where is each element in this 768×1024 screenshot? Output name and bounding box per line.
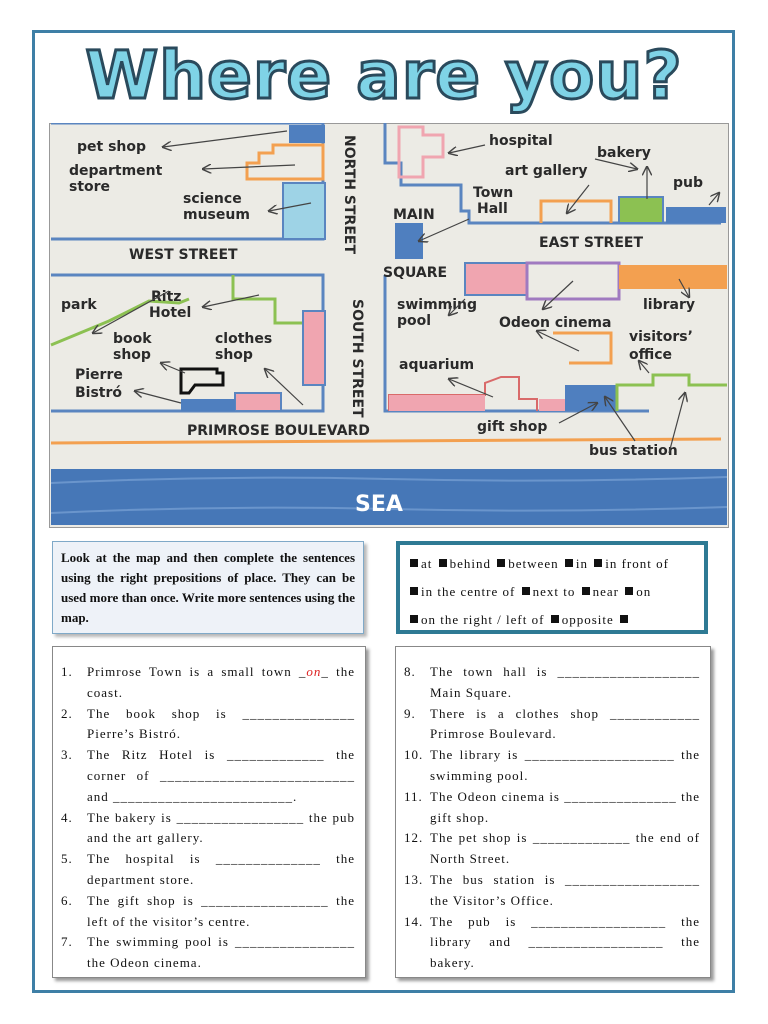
question-number: 5. bbox=[61, 851, 73, 867]
bullet-square-icon bbox=[522, 587, 530, 595]
swimming-pool-building bbox=[465, 263, 527, 295]
question-text: The swimming pool is ________________ the Odeon cinema. bbox=[87, 934, 355, 971]
label-south-street: SOUTH STREET bbox=[349, 299, 365, 418]
questions-right-box bbox=[395, 646, 711, 978]
question-number: 10. bbox=[404, 747, 424, 763]
question-number: 7. bbox=[61, 934, 73, 950]
question-text: There is a clothes shop ____________ Primrose Boulevard. bbox=[430, 705, 700, 742]
question-text: The town hall is ___________________ Main Square. bbox=[430, 664, 700, 700]
label-hospital: hospital bbox=[489, 133, 553, 149]
label-shop-clothes: shop bbox=[215, 347, 253, 363]
question-text: The gift shop is _________________ the left of the visitor’s centre. bbox=[87, 892, 355, 929]
question-text: The pub is __________________ the library and __________________ the bakery. bbox=[430, 913, 700, 971]
question-text: The hospital is ______________ the department store. bbox=[87, 851, 355, 887]
question-item bbox=[404, 828, 700, 870]
label-swimming: swimming bbox=[397, 297, 478, 313]
label-library: library bbox=[643, 297, 696, 313]
word-bank-item bbox=[623, 584, 651, 599]
question-number: 2. bbox=[61, 705, 73, 721]
question-text: The bus station is __________________ the Visitor’s Office. bbox=[430, 871, 700, 908]
question-number: 12. bbox=[404, 830, 424, 846]
question-number: 1. bbox=[61, 664, 73, 679]
word-bank-text: in the centre of bbox=[421, 584, 516, 599]
gift-shop-building bbox=[565, 385, 617, 411]
question-number: 9. bbox=[404, 705, 416, 721]
word-bank-text: in front of bbox=[605, 556, 669, 571]
question-item bbox=[61, 891, 355, 933]
label-park: park bbox=[61, 297, 97, 313]
label-town: Town bbox=[473, 185, 514, 201]
label-store: store bbox=[69, 179, 111, 195]
book-shop-building bbox=[235, 393, 281, 411]
label-bistro: Bistró bbox=[75, 385, 123, 401]
question-item bbox=[61, 932, 355, 974]
question-item bbox=[404, 870, 700, 912]
bakery-building bbox=[619, 197, 663, 223]
label-bus-station: bus station bbox=[589, 443, 678, 459]
question-number: 3. bbox=[61, 747, 73, 763]
questions-right-list bbox=[396, 647, 710, 974]
label-gift-shop: gift shop bbox=[477, 419, 548, 435]
question-number: 11. bbox=[404, 788, 423, 804]
label-hall: Hall bbox=[477, 201, 508, 217]
label-office: office bbox=[629, 347, 673, 363]
label-department: department bbox=[69, 163, 163, 179]
bullet-square-icon bbox=[625, 587, 633, 595]
question-text-end: _ the coast. bbox=[87, 664, 356, 700]
word-bank-item bbox=[580, 584, 619, 599]
bullet-square-icon bbox=[565, 559, 573, 567]
word-bank-text: behind bbox=[449, 556, 492, 571]
word-bank-text: between bbox=[508, 556, 559, 571]
label-north-street: NORTH STREET bbox=[341, 135, 357, 254]
question-item bbox=[61, 745, 355, 807]
label-pool: pool bbox=[397, 313, 432, 329]
label-shop-book: shop bbox=[113, 347, 151, 363]
library-building bbox=[619, 265, 727, 289]
map-background bbox=[49, 123, 729, 528]
question-item bbox=[61, 662, 355, 704]
question-text: The bakery is _________________ the pub and the art gallery. bbox=[87, 809, 355, 846]
word-bank-item bbox=[563, 556, 588, 571]
small-shop bbox=[539, 399, 565, 411]
label-art-gallery: art gallery bbox=[505, 163, 588, 179]
word-bank-text: opposite bbox=[561, 612, 614, 627]
label-science: science bbox=[183, 191, 242, 207]
bullet-square-icon bbox=[551, 615, 559, 623]
question-item bbox=[61, 808, 355, 850]
question-text: Primrose Town is a small town _ bbox=[87, 664, 307, 679]
question-text: The library is ____________________ the swimming pool. bbox=[430, 747, 700, 783]
label-aquarium: aquarium bbox=[399, 357, 475, 373]
label-pet-shop: pet shop bbox=[77, 139, 147, 155]
question-number: 13. bbox=[404, 871, 424, 887]
word-bank-text: on bbox=[636, 584, 652, 599]
pub-building bbox=[666, 207, 726, 223]
label-east-street: EAST STREET bbox=[539, 235, 643, 251]
word-bank-item bbox=[495, 556, 558, 571]
label-sea: SEA bbox=[355, 492, 403, 517]
aquarium-fill bbox=[389, 395, 485, 411]
bullet-square-icon bbox=[410, 559, 418, 567]
label-west-street: WEST STREET bbox=[129, 247, 238, 263]
questions-left-list bbox=[53, 647, 365, 974]
bookshop-annex bbox=[181, 399, 235, 411]
label-museum: museum bbox=[183, 207, 250, 223]
label-hotel: Hotel bbox=[149, 305, 192, 321]
question-item bbox=[404, 745, 700, 787]
question-item bbox=[61, 849, 355, 891]
question-number: 4. bbox=[61, 809, 73, 825]
example-answer: on bbox=[306, 664, 322, 679]
page-title: Where are you? bbox=[85, 37, 683, 114]
questions-left-box bbox=[52, 646, 366, 978]
question-number: 6. bbox=[61, 892, 73, 908]
town-map bbox=[49, 123, 729, 528]
question-item bbox=[404, 912, 700, 974]
word-bank-text: in bbox=[575, 556, 588, 571]
word-bank-text: next to bbox=[532, 584, 576, 599]
bullet-square-icon bbox=[582, 587, 590, 595]
question-text: The pet shop is _____________ the end of North Street. bbox=[430, 830, 700, 867]
question-item bbox=[404, 704, 700, 746]
bullet-square-icon bbox=[620, 615, 628, 623]
label-visitors: visitors’ bbox=[629, 329, 693, 345]
question-text: The book shop is _______________ Pierre’s Bistró. bbox=[87, 705, 355, 742]
word-bank-text: at bbox=[421, 556, 433, 571]
word-bank-item bbox=[408, 612, 544, 627]
question-item bbox=[404, 787, 700, 829]
question-number: 8. bbox=[404, 664, 416, 679]
clothes-shop-building bbox=[303, 311, 325, 385]
word-bank-item bbox=[408, 556, 432, 571]
label-book: book bbox=[113, 331, 152, 347]
label-ritz: Ritz bbox=[151, 289, 182, 305]
bullet-square-icon bbox=[439, 559, 447, 567]
label-bakery: bakery bbox=[597, 145, 651, 161]
label-primrose-boulevard: PRIMROSE BOULEVARD bbox=[187, 423, 370, 439]
word-bank-item bbox=[549, 612, 614, 627]
label-pub: pub bbox=[673, 175, 704, 191]
pet-shop-building bbox=[289, 125, 325, 143]
label-clothes: clothes bbox=[215, 331, 273, 347]
question-item bbox=[61, 704, 355, 746]
question-item bbox=[404, 662, 700, 704]
bullet-square-icon bbox=[410, 615, 418, 623]
instructions-box: Look at the map and then complete the sentences using the right prepositions of place. They can be used more than once. Write more sentences using the map. bbox=[52, 541, 364, 634]
question-text: The Ritz Hotel is _____________ the corner of __________________________ and ________________________. bbox=[87, 747, 355, 804]
word-bank-item bbox=[520, 584, 576, 599]
word-bank-item bbox=[592, 556, 669, 571]
question-number: 14. bbox=[404, 913, 424, 929]
label-pierre: Pierre bbox=[75, 367, 123, 383]
word-bank-text: near bbox=[592, 584, 619, 599]
question-text: The Odeon cinema is _______________ the gift shop. bbox=[430, 788, 700, 825]
word-bank-text: on the right / left of bbox=[421, 612, 545, 627]
word-bank-item bbox=[408, 584, 515, 599]
science-museum-building bbox=[283, 183, 325, 239]
word-bank-item bbox=[437, 556, 491, 571]
bullet-square-icon bbox=[410, 587, 418, 595]
label-square: SQUARE bbox=[383, 265, 448, 281]
bullet-square-icon bbox=[594, 559, 602, 567]
word-bank bbox=[396, 541, 708, 634]
town-hall-building bbox=[395, 223, 423, 259]
label-main: MAIN bbox=[393, 207, 435, 223]
label-odeon-cinema: Odeon cinema bbox=[499, 315, 612, 331]
bullet-square-icon bbox=[497, 559, 505, 567]
